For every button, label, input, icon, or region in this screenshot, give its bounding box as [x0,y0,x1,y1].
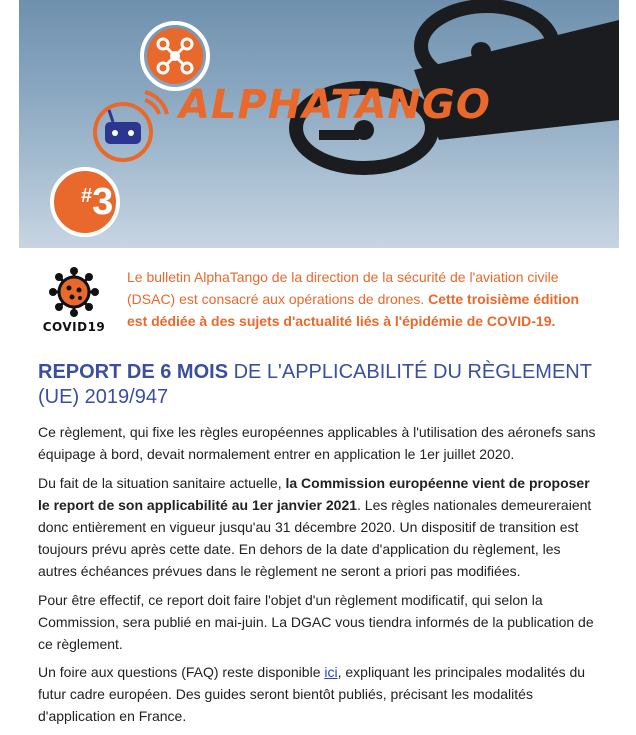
article-headline [38,360,598,410]
intro-bold: Cette troisième édition est dédiée à des sujets d'actualité liés à l'épidémie de COVID-19. [127,291,580,329]
issue-digit: 3 [92,181,114,223]
headline-bold: REPORT DE 6 MOIS [38,361,229,383]
covid-label: COVID19 [42,320,106,334]
paragraph-3: Pour être effectif, ce report doit faire l'objet d'un règlement modificatif, qui selon la Commission, sera publié en mai-juin. La DGAC vous tiendra informés de la publication de ce règlement. [38,592,594,652]
brand-title: ALPHATANGO [179,82,491,128]
paragraph-4 [38,661,603,727]
intro-text [127,266,597,332]
drone-logo-icon [142,23,208,89]
faq-link[interactable]: ici [324,664,338,680]
header-banner [19,0,619,248]
p4-start: Un foire aux questions (FAQ) reste disponible [38,664,325,680]
issue-hash: # [81,185,93,207]
remote-controller-icon [95,92,167,160]
paragraph-2 [38,472,603,582]
issue-number [81,181,113,224]
p2-end: . Les règles nationales demeureraient donc entièrement en vigueur jusqu'au 31 décembre 2020. Un dispositif de transition est toujours prévu après cette date. En dehors de la date d'application du règlement, les autres échéances prévues dans le règlement ne seront a priori pas modifiées. [38,497,592,579]
headline-rest: DE L'APPLICABILITÉ DU RÈGLEMENT (UE) 2019/947 [38,361,592,408]
p2-bold: la Commission européenne vient de proposer le report de son applicabilité au 1er janvier 2021 [38,475,590,513]
p2-start: Du fait de la situation sanitaire actuelle, [38,475,286,491]
covid-badge [38,266,110,342]
virus-icon [38,266,110,320]
paragraph-1: Ce règlement, qui fixe les règles européennes applicables à l'utilisation des aéronefs sans équipage à bord, devait normalement entrer en application le 1er juillet 2020. [38,424,596,462]
intro-plain: Le bulletin AlphaTango de la direction de la sécurité de l'aviation civile (DSAC) est consacré aux opérations de drones. [127,269,559,307]
p4-end: , expliquant les principales modalités du futur cadre européen. Des guides seront bientôt publiés, précisant les modalités d'application en France. [38,664,586,724]
